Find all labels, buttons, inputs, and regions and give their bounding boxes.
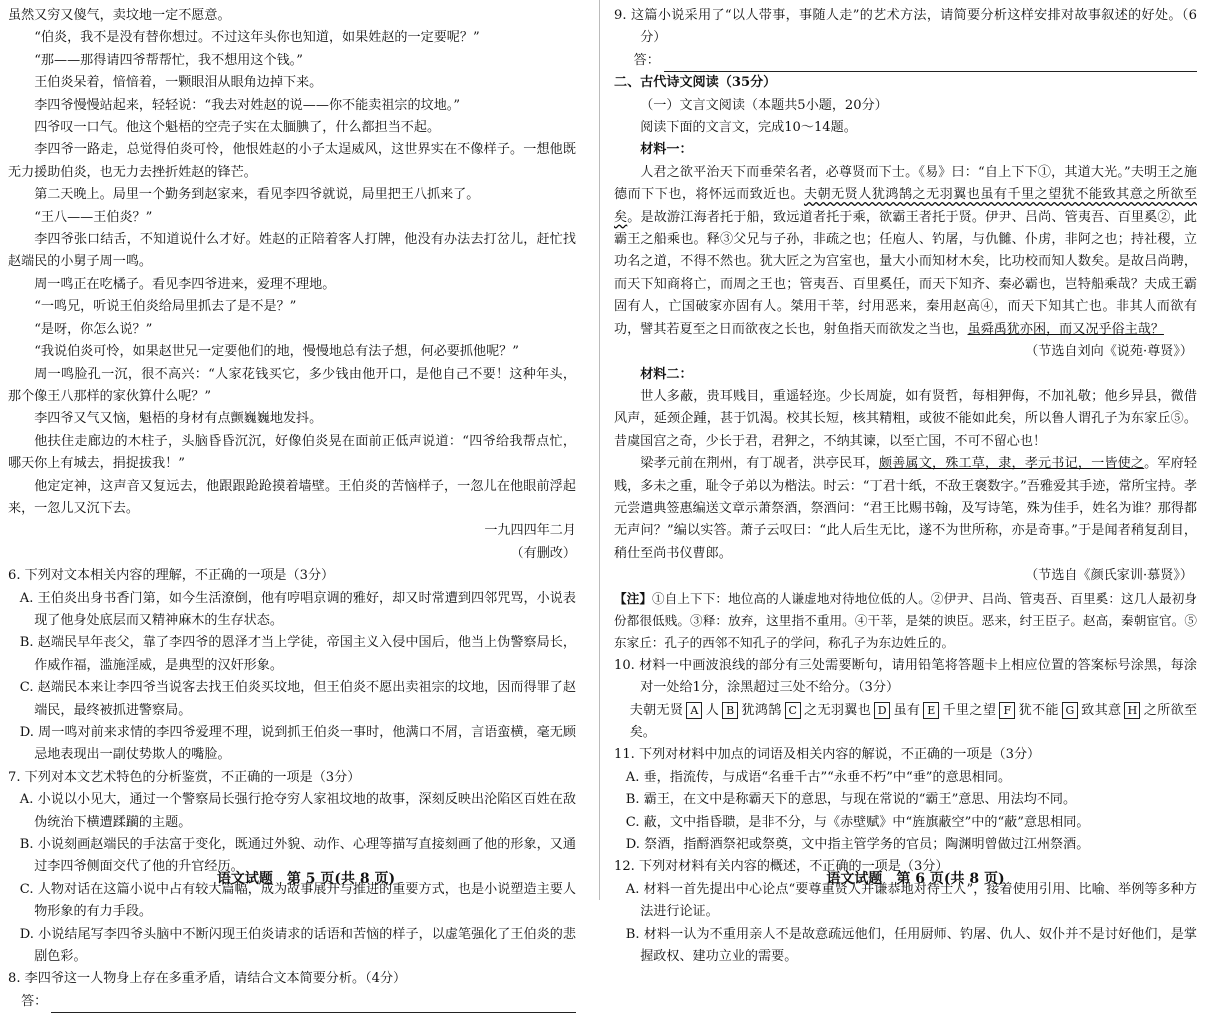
q8-answer-area[interactable] xyxy=(8,991,576,1013)
q7-option-b: B. 小说刻画赵端民的手法富于变化，既通过外貌、动作、心理等描写直接刻画了他的形象，又通过李四爷侧面交代了他的升官经历。 xyxy=(19,837,576,875)
story-date: 一九四四年二月 xyxy=(484,523,576,539)
q6-option-b: B. 赵端民早年丧父，靠了李四爷的恩泽才当上学徒，帝国主义入侵中国后，他当上伪警察局长，作威作福，滥施淫威，是典型的汉奸形象。 xyxy=(19,635,576,673)
q10-segment: 人 xyxy=(705,702,720,718)
q6-option-a: A. 王伯炎出身书香门第，如今生活潦倒，他有哼唱京调的雅好，却又时常遭到四邻咒骂，小说表现了他身处底层而又精神麻木的生存状态。 xyxy=(19,590,576,628)
q12-option-a: A. 材料一首先提出中心论点“要尊重贤人并谦恭地对待士人”，接着使用引用、比喻、举例等多种方法进行论证。 xyxy=(625,881,1197,920)
notes-text: ①自上下下：地位高的人谦虚地对待地位低的人。②伊尹、吕尚、管夷吾、百里奚：这几人最初身份都很低贱。③释：放弃，这里指不重用。④干莘，是桀的谀臣。恶来，纣王臣子。赵高，秦朝宦官。⑤东家丘：孔子的西邻不知孔子的学问，称孔子为东边姓丘的。 xyxy=(614,590,1198,651)
question-11-stem: 11. 下列对材料中加点的词语及相关内容的解说，不正确的一项是（3分） xyxy=(614,747,1041,763)
story-paragraph: 周一鸣正在吃橘子。看见李四爷进来，爱理不理地。 xyxy=(34,276,336,292)
exam-page-5 xyxy=(0,0,596,1009)
question-12-stem: 12. 下列对材料有关内容的概述，不正确的一项是（3分） xyxy=(614,859,949,875)
material-2-para-2 xyxy=(614,453,1197,565)
q9-answer-label: 答： xyxy=(633,52,660,68)
q7-option-c: C. 人物对话在这篇小说中占有较大篇幅，成为故事展开与推进的重要方式，也是小说塑造主要人物形象的有力手段。 xyxy=(19,881,576,920)
q10-answer-box[interactable]: D xyxy=(874,702,890,719)
material-1-title: 材料一： xyxy=(640,142,693,158)
material-1-text xyxy=(614,162,1197,341)
story-paragraph: “伯炎，我不是没有替你想过。不过这年头你也知道，如果姓赵的一定要呢？” xyxy=(34,30,480,46)
q10-segment: 致其意 xyxy=(1080,702,1122,718)
page-6-footer: 语文试题 第 6 页(共 8 页) xyxy=(826,870,1005,887)
story-paragraph: “王八——王伯炎？” xyxy=(34,209,153,225)
story-paragraph: 李四爷一路走，总觉得伯炎可怜，他恨姓赵的小子太逞威风，这世界实在不像样子。一想他既无力援助伯炎，也无力去挫折姓赵的锋芒。 xyxy=(8,142,576,180)
story-paragraph: 第二天晚上。局里一个勤务到赵家来，看见李四爷就说，局里把王八抓来了。 xyxy=(34,187,480,203)
question-11 xyxy=(614,744,1197,856)
q7-option-a: A. 小说以小见大，通过一个警察局长强行抢夺穷人家祖坟地的故事，深刻反映出沦陷区百姓在敌伪统治下横遭蹂躏的主题。 xyxy=(19,792,576,830)
q7-option-d: D. 小说结尾写李四爷头脑中不断闪现王伯炎请求的话语和苦恼的样子，以虚笔强化了王伯炎的悲剧色彩。 xyxy=(19,926,576,965)
notes-label: 【注】 xyxy=(614,590,653,606)
q10-answer-box[interactable]: A xyxy=(686,702,702,719)
story-edited-note: （有删改） xyxy=(510,545,576,561)
page-divider xyxy=(599,0,600,900)
q9-answer-area[interactable] xyxy=(614,50,1197,72)
story-paragraph: 四爷叹一口气。他这个魁梧的空壳子实在太腼腆了，什么都担当不起。 xyxy=(34,120,441,136)
story-paragraph: 李四爷张口结舌，不知道说什么才好。姓赵的正陪着客人打牌，他没有办法去打岔儿，赶忙找赵端民的小舅子周一鸣。 xyxy=(8,232,576,270)
story-paragraph: 他定定神，这声音又复远去，他跟跟跄跄摸着墙壁。王伯炎的苦恼样子，一忽儿在他眼前浮起来，一忽儿又沉下去。 xyxy=(8,478,576,516)
material-2-underlined: 颇善属文，殊工草，隶，孝元书记，一皆使之 xyxy=(878,456,1145,472)
q10-answer-box[interactable]: E xyxy=(923,702,939,719)
story-paragraph: “一鸣兄，听说王伯炎给局里抓去了是不是？” xyxy=(34,299,297,315)
material-1-part-b: 。是故游江海者托于船，致远道者托于乘，欲霸王者托于贤。伊尹、吕尚、管夷吾、百里奚②，此霸王之船乘也。释③父兄与子孙，非疏之也；任庖人、钓屠，与仇雠、仆虏，非阿之也；持社稷，立功名之道，不得不然也。犹大匠之为宫室也，量大小而知材木矣，比功校而知人数矣。是故吕尚聘，而天下知商将亡，而周之王也；管夷吾、百里奚任，而天下知齐、秦必霸也，岂特船乘哉？夫成王霸固有人，亡国破家亦固有人。桀用干莘，纣用恶来，秦用赵高④，而天下知其亡也。非其人而欲有功，譬其若夏至之日而欲夜之长也，射鱼指天而欲发之当也， xyxy=(614,209,1198,337)
q10-answer-box[interactable]: H xyxy=(1124,702,1140,719)
section-2-heading: 二、古代诗文阅读（35分） xyxy=(614,75,777,91)
question-6 xyxy=(8,565,576,767)
q10-answer-box[interactable]: C xyxy=(785,702,801,719)
q10-segment: 之无羽翼也 xyxy=(803,702,872,718)
q10-segment: 犹鸿鹄 xyxy=(741,702,782,718)
story-paragraph: 虽然又穷又傻气，卖坟地一定不愿意。 xyxy=(8,8,231,23)
question-8-stem: 8. 李四爷这一人物身上存在多重矛盾，请结合文本简要分析。（4分） xyxy=(8,971,407,987)
q10-answer-box[interactable]: F xyxy=(999,702,1015,719)
q10-segment: 犹不能 xyxy=(1018,702,1059,718)
story-paragraph: 李四爷又气又恼，魁梧的身材有点颤巍巍地发抖。 xyxy=(34,411,323,427)
q10-segment: 千里之望 xyxy=(942,702,997,718)
material-2-part-a: 梁孝元前在荆州，有丁觇者，洪亭民耳， xyxy=(640,456,879,472)
material-2-source: （节选自《颜氏家训·慕贤》） xyxy=(1025,568,1193,584)
material-2-title: 材料二： xyxy=(640,366,693,382)
material-1-underlined: 虽舜禹犹亦困，而又况乎俗主哉？ xyxy=(967,321,1164,337)
q10-answer-box[interactable]: B xyxy=(722,702,738,719)
story-paragraph: “是呀，你怎么说？” xyxy=(34,321,153,337)
story-paragraph: 王伯炎呆着，愔愔着，一颗眼泪从眼角边掉下来。 xyxy=(34,75,323,91)
material-1-wavy-passage: 夫朝无贤人犹鸿鹄之无羽翼也虽有千里之望犹不能致其意之所欲至矣 xyxy=(614,187,1197,225)
q10-sentence-with-boxes xyxy=(614,700,1197,745)
question-9-stem: 9. 这篇小说采用了“以人带事，事随人走”的艺术方法，请简要分析这样安排对故事叙述的好处。（6分） xyxy=(614,8,1197,46)
q10-answer-box[interactable]: G xyxy=(1062,702,1078,719)
material-1-source: （节选自刘向《说苑·尊贤》） xyxy=(1025,344,1193,360)
question-6-stem: 6. 下列对文本相关内容的理解，不正确的一项是（3分） xyxy=(8,568,335,584)
material-1-part-a: 人君之欲平治天下而垂荣名者，必尊贤而下士。《易》曰：“自上下下①，其道大光。”夫明王之施德而下下也，将怀远而致近也。 xyxy=(614,164,1197,203)
story-paragraph: 周一鸣脸孔一沉，很不高兴：“人家花钱买它，多少钱由他开口，是他自己不要！这种年头，那个像王八那样的家伙算什么呢？” xyxy=(8,366,576,404)
story-paragraph: “那——那得请四爷帮帮忙，我不想用这个钱。” xyxy=(34,52,303,68)
q6-option-d: D. 周一鸣对前来求情的李四爷爱理不理，说到抓王伯炎一事时，他满口不屑，言语蛮横，毫无顾忌地表现出一副仗势欺人的嘴脸。 xyxy=(19,725,576,763)
q8-answer-label: 答： xyxy=(21,993,48,1009)
story-paragraph: 他扶住走廊边的木柱子，头脑昏昏沉沉，好像伯炎晃在面前正低声说道：“四爷给我帮点忙，哪天你上有城去，捐捉拔我！” xyxy=(8,433,576,472)
notes xyxy=(614,588,1197,655)
subsection-heading: （一）文言文阅读（本题共5小题，20分） xyxy=(640,97,888,113)
question-10-stem: 10. 材料一中画波浪线的部分有三处需要断句，请用铅笔将答题卡上相应位置的答案标号涂黑，每涂对一处给1分，涂黑超过三处不给分。（3分） xyxy=(614,657,1197,696)
q11-option-d: D. 祭酒，指酹酒祭祀或祭奠，文中指主管学务的官员；陶渊明曾做过江州祭酒。 xyxy=(625,837,1090,853)
q6-option-c: C. 赵端民本来让李四爷当说客去找王伯炎买坟地，但王伯炎不愿出卖祖宗的坟地，因而得罪了赵端民，最终被抓进警察局。 xyxy=(19,680,576,718)
story-text xyxy=(8,5,576,520)
q11-option-c: C. 蔽，文中指昏聩，是非不分，与《赤壁赋》中“旌旗蔽空”中的“蔽”意思相同。 xyxy=(625,814,1090,830)
question-7-stem: 7. 下列对本文艺术特色的分析鉴赏，不正确的一项是（3分） xyxy=(8,769,361,785)
q10-segment: 虽有 xyxy=(893,702,921,718)
page-5-footer: 语文试题 第 5 页(共 8 页) xyxy=(216,870,396,887)
material-2-part-b: 。军府轻贱，多未之重，耻令子弟以为楷法。时云：“丁君十纸，不敌王褒数字。”吾雅爱其手迹，常所宝持。孝元尝遣典签惠编送文章示萧祭酒，祭酒问：“君王比赐书翰，及写诗笔，殊为佳手，姓名为谁？那得都无声问？”编以实答。萧子云叹曰：“此人后生无比，遂不为世所称，亦是奇事。”于是闻者稍复刮目，稍仕至尚书仪曹郎。 xyxy=(614,456,1198,561)
q10-segment: 之所欲至矣。 xyxy=(629,702,1198,740)
q10-segment: 夫朝无贤 xyxy=(629,702,684,718)
q11-option-a: A. 垂，指流传，与成语“名垂千古”“永垂不朽”中“垂”的意思相同。 xyxy=(625,769,1012,785)
exam-page-6 xyxy=(604,0,1207,965)
q8-answer-line[interactable] xyxy=(51,998,576,1013)
story-paragraph: 李四爷慢慢站起来，轻轻说：“我去对姓赵的说——你不能卖祖宗的坟地。” xyxy=(34,97,461,113)
material-2-para-1: 世人多蔽，贵耳贱目，重遥轻迩。少长周旋，如有贤哲，每相狎侮，不加礼敬；他乡异县，微借风声，延颈企踵，甚于饥渴。校其长短，核其精粗，或彼不能如此矣，所以鲁人谓孔子为东家丘⑤。昔虞国宫之奇，少长于君，君狎之，不纳其谏，以至亡国，不可不留心也！ xyxy=(614,388,1197,449)
reading-instruction: 阅读下面的文言文，完成10～14题。 xyxy=(640,120,857,136)
q9-answer-line[interactable] xyxy=(664,57,1197,72)
story-paragraph: “我说伯炎可怜，如果赵世兄一定要他们的地，慢慢地总有法子想，何必要抓他呢？” xyxy=(34,344,519,360)
q12-option-b: B. 材料一认为不重用亲人不是故意疏远他们，任用厨师、钓屠、仇人、奴仆并不是讨好他们，是掌握政权、建功立业的需要。 xyxy=(625,926,1197,965)
q11-option-b: B. 霸王，在文中是称霸天下的意思，与现在常说的“霸王”意思、用法均不同。 xyxy=(625,792,1077,808)
